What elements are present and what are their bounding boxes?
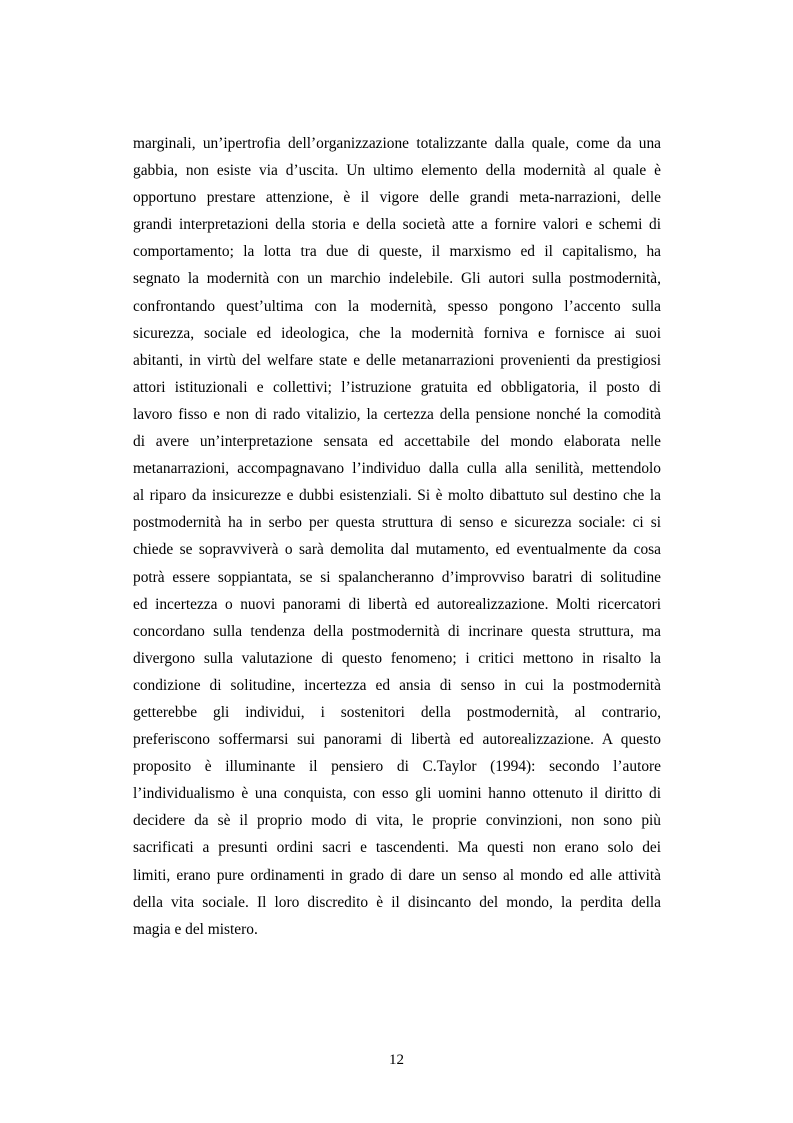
text-line: sacrificati a presunti ordini sacri e tascendenti. Ma questi non erano solo dei — [133, 839, 661, 857]
text-line: postmodernità ha in serbo per questa struttura di senso e sicurezza sociale: ci si — [133, 514, 661, 532]
page-number: 12 — [389, 1052, 404, 1068]
text-line: concordano sulla tendenza della postmodernità di incrinare questa struttura, ma — [133, 622, 661, 640]
text-line: divergono sulla valutazione di questo fenomeno; i critici mettono in risalto la — [133, 649, 661, 667]
text-line: potrà essere soppiantata, se si spalancheranno d’improvviso baratri di solitudine — [133, 568, 661, 586]
text-line: al riparo da insicurezze e dubbi esistenziali. Si è molto dibattuto sul destino che la — [133, 487, 661, 505]
text-line: marginali, un’ipertrofia dell’organizzazione totalizzante dalla quale, come da una — [133, 135, 661, 152]
text-line: confrontando quest’ultima con la modernità, spesso pongono l’accento sulla — [133, 297, 661, 315]
text-line: proposito è illuminante il pensiero di C.Taylor (1994): secondo l’autore — [133, 758, 661, 776]
text-line: abitanti, in virtù del welfare state e delle metanarrazioni provenienti da prestigiosi — [133, 351, 661, 369]
text-line: attori istituzionali e collettivi; l’istruzione gratuita ed obbligatoria, il posto di — [133, 378, 661, 396]
text-line: gabbia, non esiste via d’uscita. Un ultimo elemento della modernità al quale è — [133, 162, 661, 180]
text-line: limiti, erano pure ordinamenti in grado di dare un senso al mondo ed alle attività — [133, 866, 661, 884]
text-line: segnato la modernità con un marchio indelebile. Gli autori sulla postmodernità, — [133, 270, 661, 288]
text-line: sicurezza, sociale ed ideologica, che la modernità forniva e fornisce ai suoi — [133, 324, 661, 342]
text-line: condizione di solitudine, incertezza ed ansia di senso in cui la postmodernità — [133, 676, 661, 694]
text-line: chiede se sopravviverà o sarà demolita dal mutamento, ed eventualmente da cosa — [133, 541, 661, 559]
text-line: l’individualismo è una conquista, con esso gli uomini hanno ottenuto il diritto di — [133, 785, 661, 803]
text-line: getterebbe gli individui, i sostenitori della postmodernità, al contrario, — [133, 703, 661, 721]
text-line: preferiscono soffermarsi sui panorami di libertà ed autorealizzazione. A questo — [133, 731, 661, 749]
text-line: magia e del mistero. — [133, 920, 258, 938]
text-line: decidere da sè il proprio modo di vita, le proprie convinzioni, non sono più — [133, 812, 661, 830]
text-line: comportamento; la lotta tra due di queste, il marxismo ed il capitalismo, ha — [133, 243, 661, 261]
text-line: di avere un’interpretazione sensata ed accettabile del mondo elaborata nelle — [133, 433, 661, 451]
text-line: ed incertezza o nuovi panorami di libertà ed autorealizzazione. Molti ricercatori — [133, 595, 661, 613]
text-line: della vita sociale. Il loro discredito è il disincanto del mondo, la perdita della — [133, 893, 661, 911]
text-line: opportuno prestare attenzione, è il vigore delle grandi meta-narrazioni, delle — [133, 189, 661, 207]
text-line: grandi interpretazioni della storia e della società atte a fornire valori e schemi di — [133, 216, 661, 234]
text-line: metanarrazioni, accompagnavano l’individuo dalla culla alla senilità, mettendolo — [133, 460, 661, 478]
body-paragraph — [133, 130, 661, 943]
text-line: lavoro fisso e non di rado vitalizio, la certezza della pensione nonché la comodità — [133, 405, 661, 423]
